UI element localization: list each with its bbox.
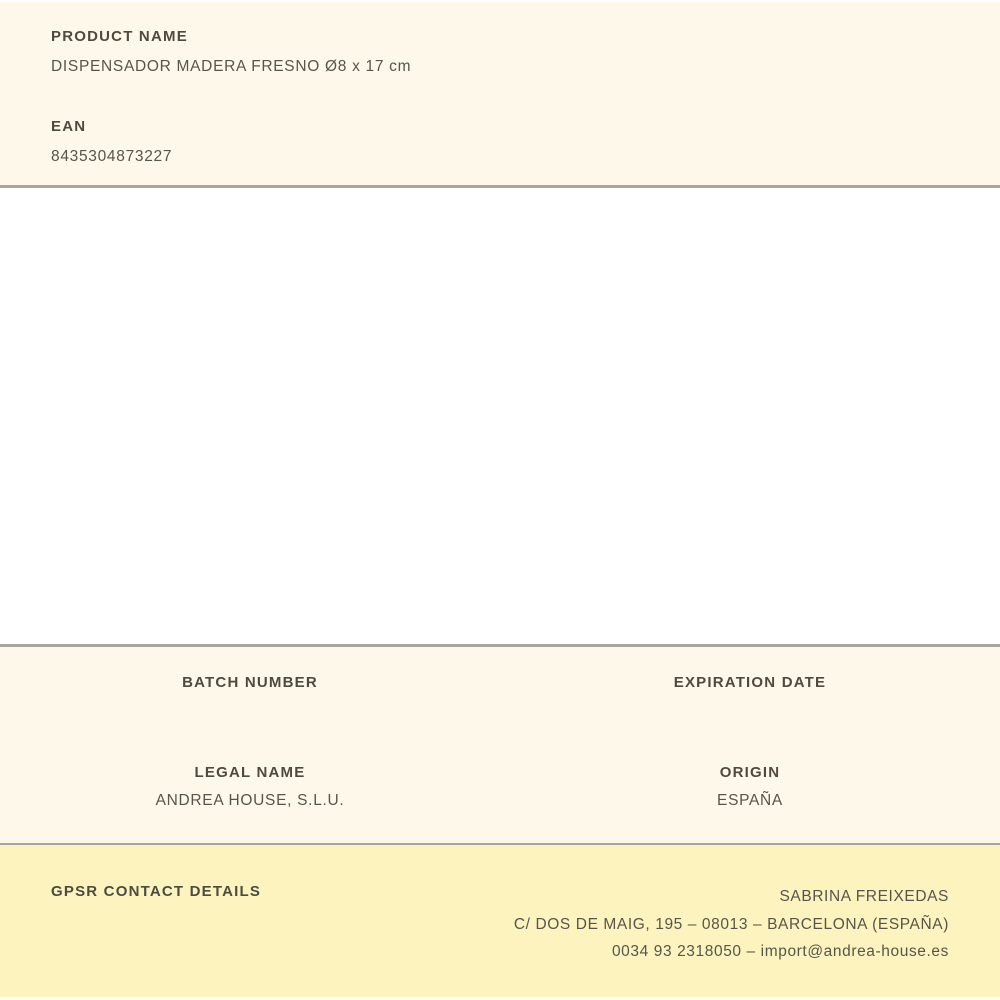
legal-origin-row [0,764,1000,810]
legal-name-label: LEGAL NAME [194,764,306,781]
batch-expiration-row [0,674,1000,720]
contact-address: C/ DOS DE MAIG, 195 – 08013 – BARCELONA (ESPAÑA) [513,915,949,933]
contact-person-name: SABRINA FREIXEDAS [779,888,949,905]
ean-label: EAN [51,118,87,135]
expiration-date-field [500,674,1000,720]
gpsr-contact-section [0,845,1000,997]
ean-value: 8435304873227 [51,148,173,165]
expiration-date-label: EXPIRATION DATE [673,674,827,691]
legal-name-value: ANDREA HOUSE, S.L.U. [155,792,345,809]
product-info-section [0,2,1000,185]
expiration-date-value [500,702,1000,720]
product-name-label: PRODUCT NAME [51,28,188,45]
batch-number-value [0,702,500,720]
legal-name-field [0,764,500,810]
origin-field [500,764,1000,810]
batch-number-label: BATCH NUMBER [182,674,318,691]
origin-value: ESPAÑA [717,792,783,809]
contact-phone-email: 0034 93 2318050 – import@andrea-house.es [611,943,949,960]
batch-number-field [0,674,500,720]
gpsr-contact-details [514,883,949,966]
blank-content-area [0,188,1000,644]
product-name-field [51,28,949,76]
traceability-section [0,647,1000,843]
ean-field [51,118,949,166]
origin-label: ORIGIN [719,764,781,781]
product-name-value: DISPENSADOR MADERA FRESNO Ø8 x 17 cm [51,58,412,75]
gpsr-contact-label: GPSR CONTACT DETAILS [51,883,262,900]
